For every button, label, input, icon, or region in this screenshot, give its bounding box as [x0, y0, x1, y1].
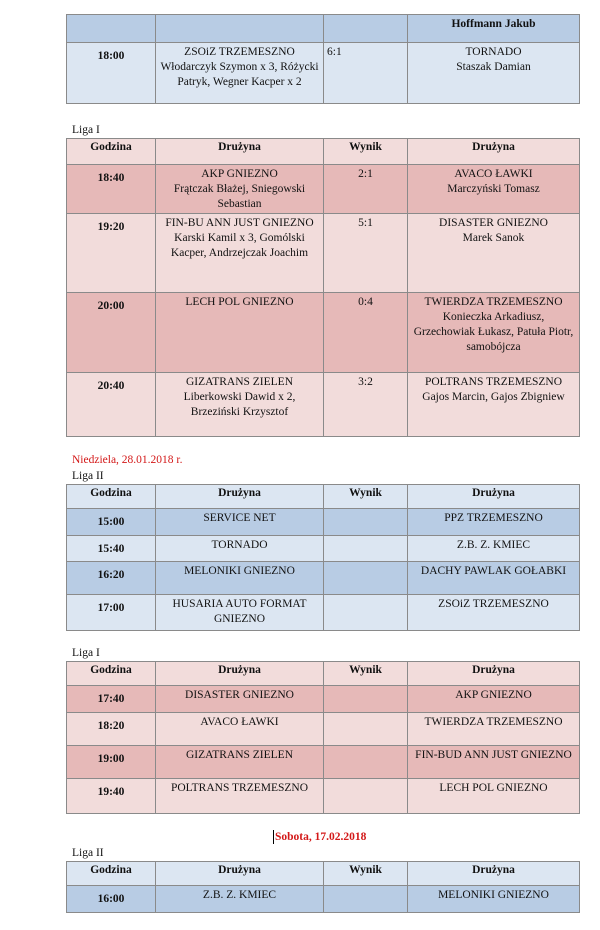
table-row — [67, 562, 580, 595]
table-row — [67, 779, 580, 814]
away-team: TORNADO — [465, 46, 522, 58]
date-heading: Sobota, 17.02.2018 — [275, 831, 367, 843]
home-team: HUSARIA AUTO FORMAT GNIEZNO — [156, 595, 324, 631]
home-team: TORNADO — [156, 536, 324, 562]
schedule-table-section2 — [66, 138, 580, 437]
match-time: 16:00 — [67, 886, 156, 913]
table-header-row — [67, 485, 580, 509]
home-team: DISASTER GNIEZNO — [156, 686, 324, 713]
away-team-cell — [408, 165, 580, 214]
home-team-cell — [156, 373, 324, 437]
match-time: 16:20 — [67, 562, 156, 595]
away-team: AVACO ŁAWKI — [454, 168, 533, 180]
away-team: ZSOiZ TRZEMESZNO — [408, 595, 580, 631]
home-scorers: Włodarczyk Szymon x 3, Różycki Patryk, Wegner Kacper x 2 — [160, 61, 319, 88]
match-time: 19:40 — [67, 779, 156, 814]
header-score: Wynik — [324, 139, 408, 165]
home-scorers: Karski Kamil x 3, Gomólski Kacper, Andrzejczak Joachim — [170, 232, 309, 259]
table-row — [67, 165, 580, 214]
header-team: Drużyna — [156, 862, 324, 886]
away-team: LECH POL GNIEZNO — [408, 779, 580, 814]
cell — [67, 15, 156, 43]
match-score — [324, 713, 408, 746]
table-header-row — [67, 662, 580, 686]
home-team: MELONIKI GNIEZNO — [156, 562, 324, 595]
away-team: DACHY PAWLAK GOŁABKI — [408, 562, 580, 595]
table-row — [67, 595, 580, 631]
home-team-cell — [156, 43, 324, 104]
match-time: 19:00 — [67, 746, 156, 779]
home-team: SERVICE NET — [156, 509, 324, 536]
header-team: Drużyna — [408, 139, 580, 165]
home-team: AVACO ŁAWKI — [156, 713, 324, 746]
away-team: TWIERDZA TRZEMESZNO — [408, 713, 580, 746]
away-team: Z.B. Z. KMIEC — [408, 536, 580, 562]
table-header-row — [67, 862, 580, 886]
home-team: ZSOiZ TRZEMESZNO — [184, 46, 295, 58]
header-time: Godzina — [67, 662, 156, 686]
home-team-cell — [156, 165, 324, 214]
header-team: Drużyna — [156, 662, 324, 686]
match-time: 15:40 — [67, 536, 156, 562]
match-time: 20:40 — [67, 373, 156, 437]
match-time: 18:20 — [67, 713, 156, 746]
match-score — [324, 595, 408, 631]
home-team: Z.B. Z. KMIEC — [156, 886, 324, 913]
away-scorers: Konieczka Arkadiusz, Grzechowiak Łukasz, Patuła Piotr, samobójcza — [413, 311, 574, 353]
away-scorers: Marek Sanok — [462, 232, 525, 244]
text-cursor — [273, 830, 274, 844]
table-row — [67, 746, 580, 779]
schedule-table-section5 — [66, 861, 580, 913]
league-label: Liga I — [72, 647, 100, 659]
match-time: 15:00 — [67, 509, 156, 536]
match-score — [324, 686, 408, 713]
header-time: Godzina — [67, 862, 156, 886]
away-scorers: Marczyński Tomasz — [447, 183, 540, 195]
away-team-cell — [408, 373, 580, 437]
match-score — [324, 779, 408, 814]
away-scorers: Staszak Damian — [456, 61, 531, 73]
cell — [324, 15, 408, 43]
date-heading: Niedziela, 28.01.2018 r. — [72, 454, 183, 466]
match-time: 17:00 — [67, 595, 156, 631]
header-time: Godzina — [67, 139, 156, 165]
header-team: Drużyna — [408, 662, 580, 686]
away-team: AKP GNIEZNO — [408, 686, 580, 713]
table-row — [67, 293, 580, 373]
table-row — [67, 886, 580, 913]
away-scorers: Gajos Marcin, Gajos Zbigniew — [422, 391, 565, 403]
schedule-table-section4 — [66, 661, 580, 814]
match-score: 5:1 — [324, 214, 408, 293]
table-row — [67, 713, 580, 746]
header-team: Drużyna — [408, 485, 580, 509]
home-team: LECH POL GNIEZNO — [185, 296, 294, 308]
table-header-row — [67, 139, 580, 165]
match-score: 6:1 — [324, 43, 408, 104]
away-team: PPZ TRZEMESZNO — [408, 509, 580, 536]
away-team-cell — [408, 43, 580, 104]
home-team-cell — [156, 293, 324, 373]
schedule-table-section1 — [66, 14, 580, 104]
header-score: Wynik — [324, 662, 408, 686]
away-team-cell — [408, 214, 580, 293]
header-time: Godzina — [67, 485, 156, 509]
away-team: DISASTER GNIEZNO — [439, 217, 548, 229]
table-row — [67, 536, 580, 562]
table-row — [67, 686, 580, 713]
home-team: GIZATRANS ZIELEN — [156, 746, 324, 779]
league-label: Liga II — [72, 847, 104, 859]
home-team-cell — [156, 214, 324, 293]
cell — [156, 15, 324, 43]
schedule-table-section3 — [66, 484, 580, 631]
match-score — [324, 509, 408, 536]
match-score: 3:2 — [324, 373, 408, 437]
match-score: 0:4 — [324, 293, 408, 373]
table-row — [67, 373, 580, 437]
match-time: 17:40 — [67, 686, 156, 713]
home-team: AKP GNIEZNO — [201, 168, 278, 180]
away-team: FIN-BUD ANN JUST GNIEZNO — [408, 746, 580, 779]
league-label: Liga I — [72, 124, 100, 136]
match-time: 20:00 — [67, 293, 156, 373]
match-score — [324, 886, 408, 913]
match-score — [324, 536, 408, 562]
match-time: 18:40 — [67, 165, 156, 214]
away-team: MELONIKI GNIEZNO — [408, 886, 580, 913]
home-team: POLTRANS TRZEMESZNO — [156, 779, 324, 814]
header-score: Wynik — [324, 485, 408, 509]
cell: Hoffmann Jakub — [408, 15, 580, 43]
match-time: 18:00 — [67, 43, 156, 104]
match-time: 19:20 — [67, 214, 156, 293]
home-scorers: Frątczak Błażej, Sniegowski Sebastian — [173, 183, 306, 210]
home-scorers: Liberkowski Dawid x 2, Brzeziński Krzysztof — [183, 391, 296, 418]
table-row — [67, 15, 580, 43]
header-score: Wynik — [324, 862, 408, 886]
away-team: POLTRANS TRZEMESZNO — [424, 376, 563, 388]
table-row — [67, 509, 580, 536]
match-score — [324, 562, 408, 595]
match-score — [324, 746, 408, 779]
home-team: FIN-BU ANN JUST GNIEZNO — [165, 217, 314, 229]
table-row — [67, 43, 580, 104]
header-team: Drużyna — [408, 862, 580, 886]
home-team: GIZATRANS ZIELEN — [186, 376, 293, 388]
match-score: 2:1 — [324, 165, 408, 214]
table-row — [67, 214, 580, 293]
league-label: Liga II — [72, 470, 104, 482]
away-team: TWIERDZA TRZEMESZNO — [424, 296, 563, 308]
header-team: Drużyna — [156, 485, 324, 509]
header-team: Drużyna — [156, 139, 324, 165]
away-team-cell — [408, 293, 580, 373]
